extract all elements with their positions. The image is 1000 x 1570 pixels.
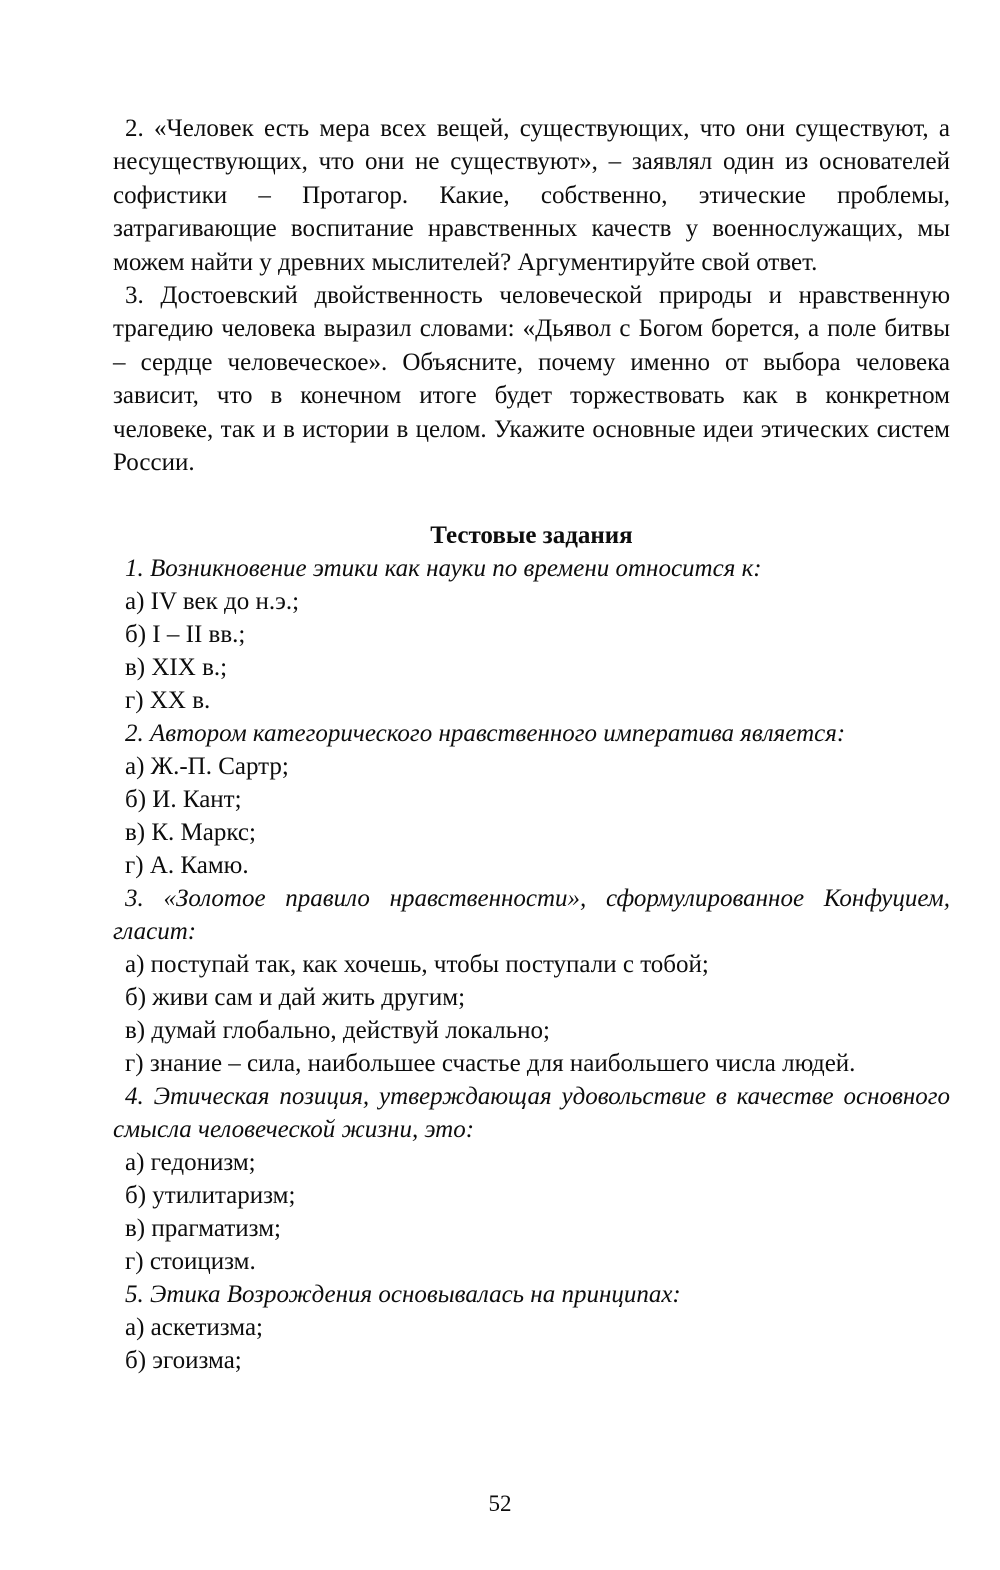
questions-list — [113, 552, 950, 1377]
answer-option: г) А. Камю. — [125, 852, 249, 880]
answer-option: б) утилитаризм; — [125, 1182, 296, 1210]
page-body — [113, 112, 950, 1377]
answer-option: в) XIX в.; — [125, 654, 228, 682]
question-block — [113, 1278, 950, 1377]
test-heading: Тестовые задания — [430, 522, 633, 550]
answer-option: в) К. Маркс; — [125, 819, 256, 847]
answer-options — [113, 1146, 950, 1278]
answer-option: б) I – II вв.; — [125, 621, 246, 649]
answer-option: б) И. Кант; — [125, 786, 242, 814]
page-number: 52 — [488, 1491, 512, 1516]
paragraph-3: 3. Достоевский двойственность человеческой природы и нравственную трагедию человека выразил словами: «Дьявол с Богом борется, а поле битвы – сердце человеческое». Объясните, почему именно от выбора человека зависит, что в конечном итоге будет торжествовать как в конкретном человеке, так и в истории в целом. Укажите основные идеи этических систем России. — [113, 282, 950, 477]
answer-option: в) думай глобально, действуй локально; — [125, 1017, 550, 1045]
question-text: 1. Возникновение этики как науки по времени относится к: — [125, 555, 762, 583]
answer-option: б) эгоизма; — [125, 1347, 242, 1375]
answer-option: в) прагматизм; — [125, 1215, 281, 1243]
answer-options — [113, 948, 950, 1080]
answer-options — [113, 1311, 950, 1377]
paragraph-2: 2. «Человек есть мера всех вещей, существующих, что они существуют, а несуществующих, что они не существуют», – заявлял один из основателей софистики – Протагор. Какие, собственно, этические проблемы, затрагивающие воспитание нравственных качеств у военнослужащих, мы можем найти у древних мыслителей? Аргументируйте свой ответ. — [113, 115, 950, 276]
question-block — [113, 717, 950, 882]
question-text: 4. Этическая позиция, утверждающая удовольствие в качестве основного смысла человеческой жизни, это: — [113, 1083, 950, 1144]
answer-option: а) гедонизм; — [125, 1149, 256, 1177]
question-text: 3. «Золотое правило нравственности», сформулированное Конфуцием, гласит: — [113, 885, 950, 946]
answer-options — [113, 585, 950, 717]
question-block — [113, 882, 950, 1080]
answer-option: б) живи сам и дай жить другим; — [125, 984, 466, 1012]
question-text: 5. Этика Возрождения основывалась на принципах: — [125, 1281, 681, 1309]
question-block — [113, 1080, 950, 1278]
answer-options — [113, 750, 950, 882]
question-block — [113, 552, 950, 717]
answer-option: г) XX в. — [125, 687, 211, 715]
answer-option: а) IV век до н.э.; — [125, 588, 300, 616]
answer-option: а) аскетизма; — [125, 1314, 264, 1342]
answer-option: г) стоицизм. — [125, 1248, 256, 1276]
answer-option: г) знание – сила, наибольшее счастье для наибольшего числа людей. — [125, 1050, 856, 1078]
answer-option: а) Ж.-П. Сартр; — [125, 753, 289, 781]
answer-option: а) поступай так, как хочешь, чтобы поступали с тобой; — [125, 951, 709, 979]
question-text: 2. Автором категорического нравственного императива является: — [125, 720, 846, 748]
